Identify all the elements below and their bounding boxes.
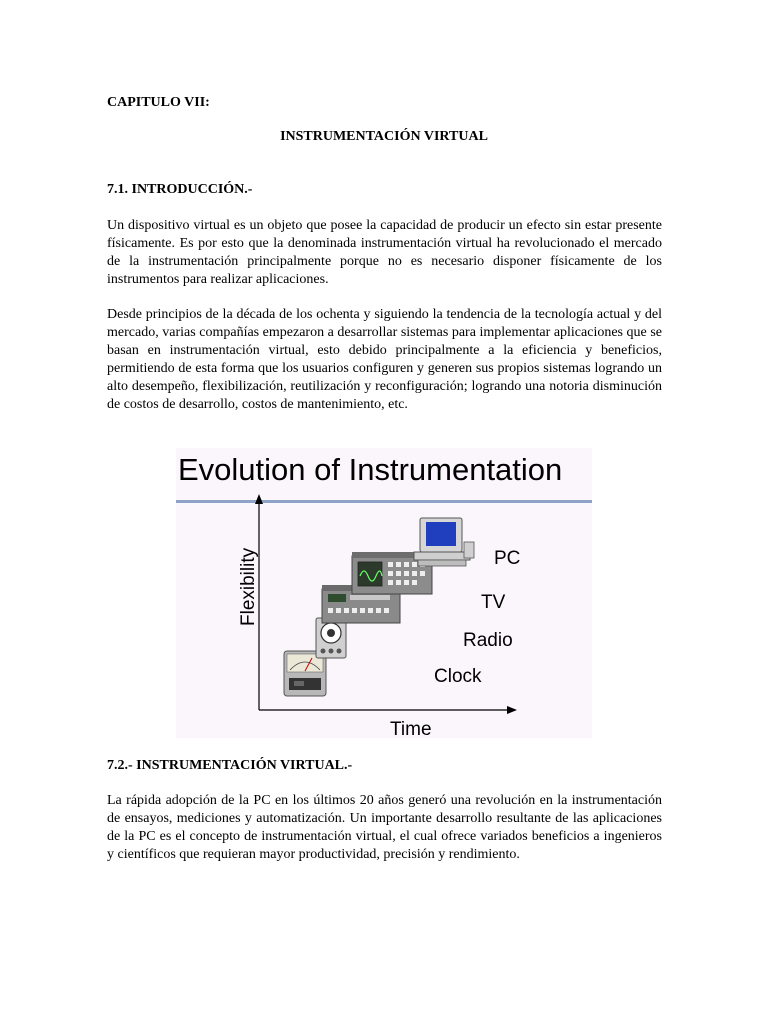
radio-dial-icon bbox=[316, 618, 346, 658]
y-axis-label: Flexibility bbox=[238, 547, 259, 626]
figure-title: Evolution of Instrumentation bbox=[178, 452, 563, 487]
section-1-heading: 7.1. INTRODUCCIÓN.- bbox=[107, 182, 253, 197]
label-clock: Clock bbox=[434, 666, 482, 687]
x-axis-arrow bbox=[507, 706, 517, 714]
title-underline bbox=[176, 500, 592, 503]
computer-icon bbox=[414, 518, 474, 566]
section-1-paragraph-2: Desde principios de la década de los ochenta y siguiendo la tendencia de la tecnología actual y del mercado, varias compañías empezaron a desarrollar sistemas para implementar aplicaciones que se basan en instrumentación virtual, esto debido principalmente a la eficiencia y beneficios, permitiendo de esta forma que los usuarios configuren y generen sus propios sistemas logrando un alto desempeño, flexibilización, reutilización y reconfiguración; logrando una notoria disminución de costos de desarrollo, costos de mantenimiento, etc. bbox=[107, 307, 662, 412]
chapter-title: INSTRUMENTACIÓN VIRTUAL bbox=[280, 129, 488, 144]
label-radio: Radio bbox=[463, 630, 513, 651]
label-pc: PC bbox=[494, 548, 521, 569]
chapter-label: CAPITULO VII: bbox=[107, 95, 210, 110]
y-axis-arrow bbox=[255, 494, 263, 504]
section-1-paragraph-1: Un dispositivo virtual es un objeto que posee la capacidad de producir un efecto sin estar presente físicamente. Es por esto que la denominada instrumentación virtual ha revolucionado el mercado de la instrumentación principalmente porque no es necesario disponer físicamente de los instrumentos para realizar aplicaciones. bbox=[107, 218, 662, 287]
label-tv: TV bbox=[481, 592, 506, 613]
section-2-heading: 7.2.- INSTRUMENTACIÓN VIRTUAL.- bbox=[107, 758, 353, 773]
evolution-figure bbox=[176, 448, 592, 738]
section-2-paragraph-1: La rápida adopción de la PC en los últimos 20 años generó una revolución en la instrumentación de ensayos, mediciones y automatización. Un importante desarrollo resultante de las aplicaciones de la PC es el concepto de instrumentación virtual, el cual ofrece variados beneficios a ingenieros y científicos que requieran mayor productividad, precisión y rendimiento. bbox=[107, 793, 662, 862]
evolution-diagram bbox=[176, 448, 592, 738]
x-axis-label: Time bbox=[390, 719, 432, 738]
